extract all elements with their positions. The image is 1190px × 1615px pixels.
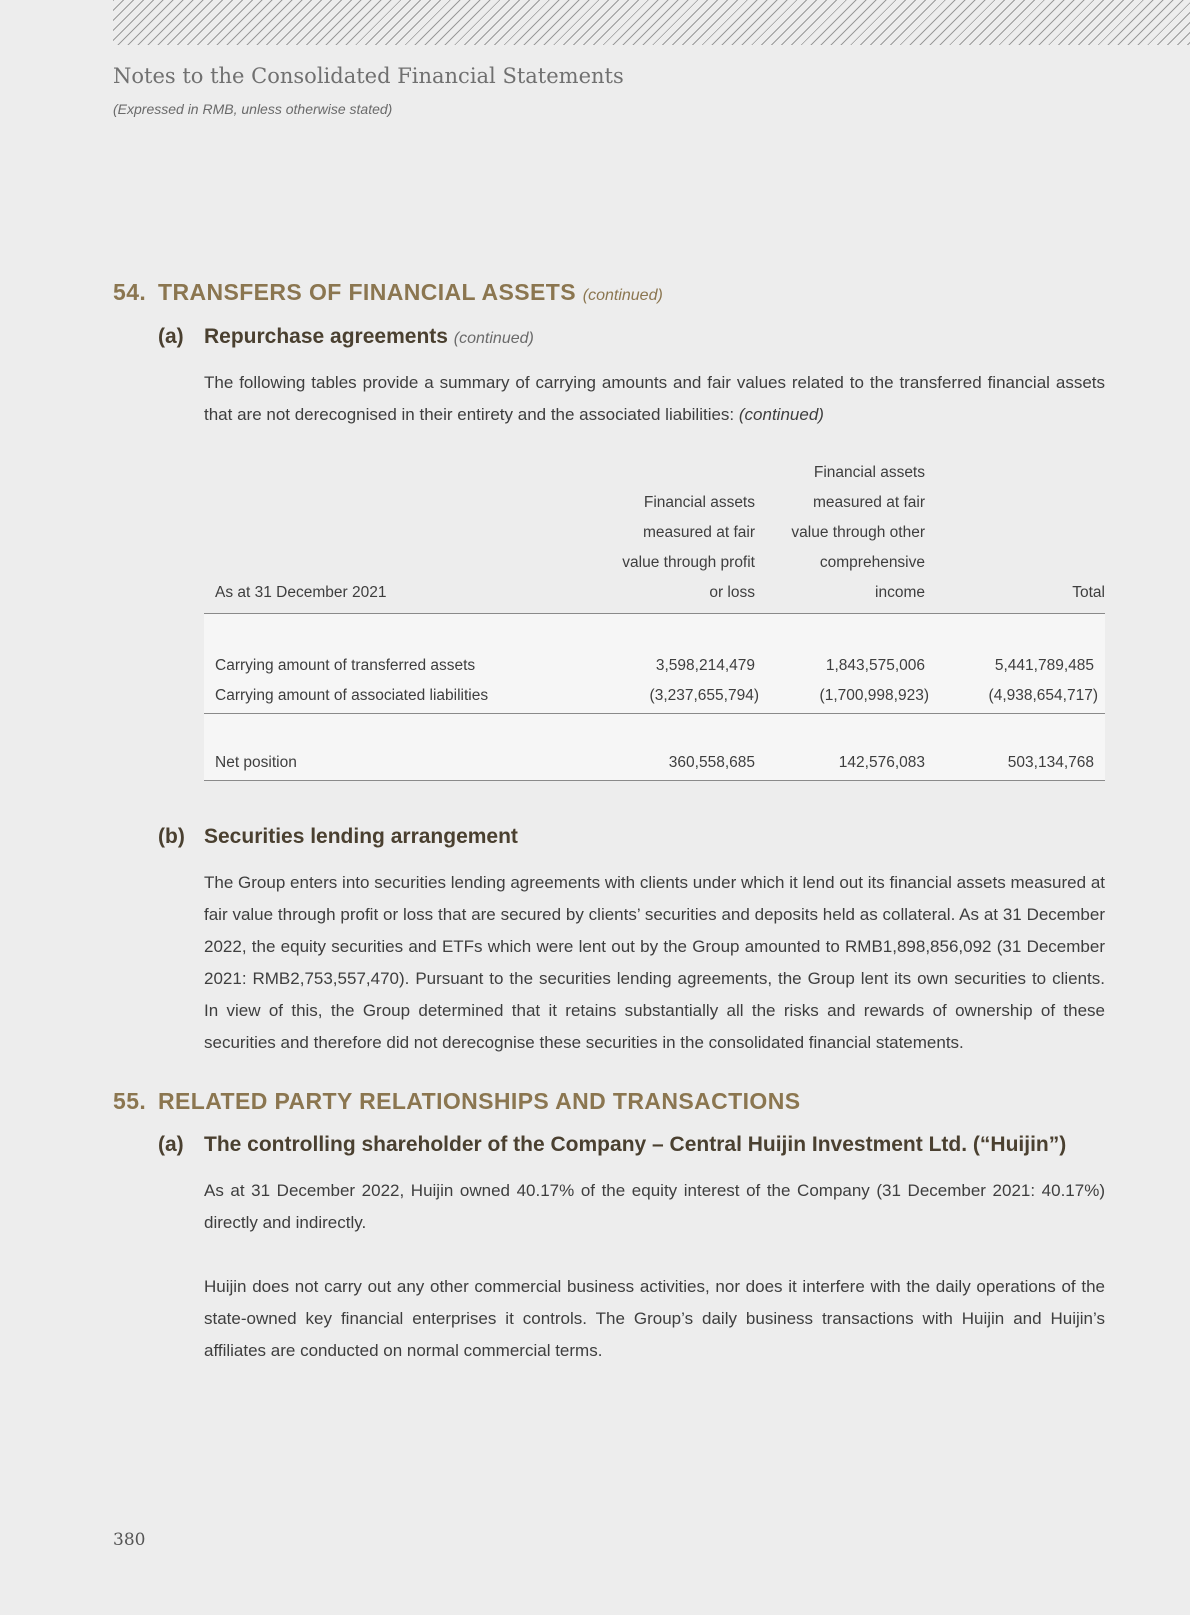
section-55a-para-1: As at 31 December 2022, Huijin owned 40.17% of the equity interest of the Company (31 December 2021: 40.17%) directly and indirectly. — [204, 1181, 1105, 1232]
cell-fvtpl: 360,558,685 — [668, 754, 755, 771]
header-fvoci: Financial assets measured at fair value through other comprehensive income — [791, 464, 925, 601]
section-55-title: RELATED PARTY RELATIONSHIPS AND TRANSACTIONS — [158, 1088, 801, 1114]
intro-continued: (continued) — [738, 405, 824, 424]
section-54b-body: The Group enters into securities lending agreements with clients under which it lend out its financial assets measured at fair value through profit or loss that are secured by clients’ securities and deposits held as collateral. As at 31 December 2022, the equity securities and ETFs which were lent out by the Group amounted to RMB1,898,856,092 (31 December 2021: RMB2,753,557,470). Pursuant to the securities lending agreements, the Group lent its own securities to clients. In view of this, the Group determined that it retains substantially all the risks and rewards of ownership of these securities and therefore did not derecognise these securities in the consolidated financial statements. — [204, 873, 1105, 1052]
header-total: Total — [1072, 584, 1105, 601]
cell-fvtpl: (3,237,655,794) — [649, 687, 759, 704]
transferred-assets-table — [204, 460, 1105, 781]
cell-total: 5,441,789,485 — [994, 657, 1094, 674]
section-54b-letter: (b) — [158, 825, 185, 848]
section-55-number: 55. — [113, 1088, 147, 1114]
section-54a-continued: (continued) — [453, 330, 534, 347]
table-row — [204, 653, 1105, 683]
header-fvtpl: Financial assets measured at fair value through profit or loss — [622, 494, 755, 601]
section-55a-title: The controlling shareholder of the Company – Central Huijin Investment Ltd. (“Huijin”) — [204, 1133, 1067, 1156]
section-54a-title: Repurchase agreements — [204, 325, 448, 348]
cell-fvoci: (1,700,998,923) — [819, 687, 929, 704]
section-54-heading — [113, 279, 663, 306]
row-label: Carrying amount of transferred assets — [215, 657, 476, 674]
page-number: 380 — [113, 1530, 146, 1550]
table-header — [204, 460, 1105, 614]
cell-fvoci: 1,843,575,006 — [825, 657, 925, 674]
table-row — [204, 683, 1105, 713]
section-55-heading — [113, 1088, 800, 1115]
section-55a-letter: (a) — [158, 1133, 184, 1156]
running-subtitle: (Expressed in RMB, unless otherwise stated) — [113, 101, 393, 117]
section-54b-heading — [158, 825, 518, 849]
section-54a-heading — [158, 325, 534, 349]
cell-fvtpl: 3,598,214,479 — [655, 657, 755, 674]
intro-text: The following tables provide a summary of carrying amounts and fair values related to the transferred financial assets that are not derecognised in their entirety and the associated liabilities: — [204, 373, 1105, 424]
row-label: Net position — [215, 754, 297, 771]
header-hatch-band — [113, 0, 1190, 45]
table-body — [204, 614, 1105, 781]
row-label: Carrying amount of associated liabilities — [215, 687, 489, 704]
table-row-net — [204, 750, 1105, 780]
section-54a-intro — [204, 367, 1105, 431]
section-54-title: TRANSFERS OF FINANCIAL ASSETS — [158, 279, 576, 305]
section-54b-title: Securities lending arrangement — [204, 825, 518, 848]
section-55a-heading — [158, 1133, 1066, 1157]
header-date: As at 31 December 2021 — [215, 584, 387, 601]
section-54-number: 54. — [113, 279, 147, 305]
cell-total: 503,134,768 — [1007, 754, 1094, 771]
running-title: Notes to the Consolidated Financial Statements — [113, 64, 624, 88]
cell-fvoci: 142,576,083 — [838, 754, 925, 771]
cell-total: (4,938,654,717) — [988, 687, 1098, 704]
section-54-continued: (continued) — [582, 287, 663, 304]
section-55a-para-2: Huijin does not carry out any other commercial business activities, nor does it interfere with the daily operations of the state-owned key financial enterprises it controls. The Group’s daily business transactions with Huijin and Huijin’s affiliates are conducted on normal commercial terms. — [204, 1277, 1105, 1360]
section-54a-letter: (a) — [158, 325, 184, 348]
